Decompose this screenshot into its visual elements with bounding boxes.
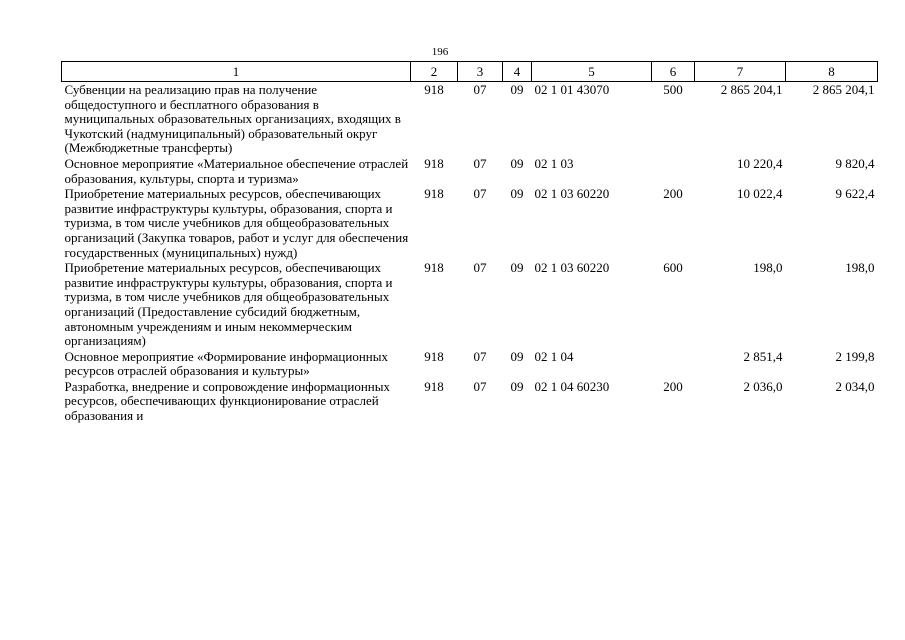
row-expense-type (652, 156, 695, 186)
row-name: Субвенции на реализацию прав на получение общедоступного и бесплатного образования в муниципальных образовательных организациях, входящих в Чукотский (надмуниципальный) образовательный округ (Межбюджетные трансферты) (64, 82, 401, 156)
header-cell: 3 (458, 62, 503, 82)
table-row (62, 379, 878, 424)
row-amount-1: 2 865 204,1 (720, 82, 783, 97)
row-amount-2: 9 622,4 (835, 186, 875, 202)
row-amount-2: 198,0 (845, 260, 875, 276)
row-amount-2: 2 034,0 (835, 378, 875, 394)
row-expense-type: 600 (663, 260, 683, 276)
row-ministry-code: 918 (424, 348, 444, 364)
row-subsection-code: 09 (510, 155, 524, 171)
row-ministry-code: 918 (424, 186, 444, 202)
table-row (62, 156, 878, 186)
row-name: Основное мероприятие «Формирование информационных ресурсов отраслей образования и культуры» (64, 348, 388, 379)
row-expense-type: 500 (663, 82, 683, 97)
header-row (62, 62, 878, 82)
row-target-article: 02 1 04 60230 (534, 378, 610, 394)
row-amount-1: 2 036,0 (743, 378, 783, 394)
row-amount-1: 10 220,4 (737, 155, 783, 171)
row-expense-type (652, 349, 695, 379)
row-target-article: 02 1 03 (534, 155, 574, 171)
header-cell: 6 (652, 62, 695, 82)
header-cell: 7 (695, 62, 786, 82)
table-row (62, 260, 878, 349)
row-subsection-code: 09 (510, 186, 524, 202)
row-subsection-code: 09 (510, 348, 524, 364)
row-section-code: 07 (473, 348, 487, 364)
table-row (62, 82, 878, 156)
row-expense-type: 200 (663, 378, 683, 394)
row-section-code: 07 (473, 186, 487, 202)
header-cell: 2 (411, 62, 458, 82)
table-row (62, 186, 878, 260)
row-amount-1: 2 851,4 (743, 348, 783, 364)
budget-table (61, 61, 878, 424)
row-name: Разработка, внедрение и сопровождение информационных ресурсов, обеспечивающих функционирование отраслей образования и (64, 378, 391, 424)
row-ministry-code: 918 (424, 378, 444, 394)
row-subsection-code: 09 (510, 260, 524, 276)
header-cell: 1 (62, 62, 411, 82)
row-ministry-code: 918 (424, 82, 444, 97)
row-name: Приобретение материальных ресурсов, обеспечивающих развитие инфраструктуры культуры, образования, спорта и туризма, в том числе учебников для общеобразовательных организаций (Закупка товаров, работ и услуг для обеспечения государственных (муниципальных) нужд) (64, 186, 409, 260)
row-target-article: 02 1 01 43070 (534, 82, 610, 97)
row-target-article: 02 1 03 60220 (534, 186, 610, 202)
row-target-article: 02 1 03 60220 (534, 260, 610, 276)
row-amount-2: 9 820,4 (835, 155, 875, 171)
header-cell: 8 (786, 62, 878, 82)
row-amount-1: 10 022,4 (737, 186, 783, 202)
row-section-code: 07 (473, 378, 487, 394)
header-cell: 4 (503, 62, 532, 82)
table-row (62, 349, 878, 379)
row-amount-2: 2 865 204,1 (812, 82, 875, 97)
row-section-code: 07 (473, 260, 487, 276)
page-number: 196 (431, 46, 449, 58)
header-cell: 5 (532, 62, 652, 82)
row-section-code: 07 (473, 155, 487, 171)
row-amount-2: 2 199,8 (835, 348, 875, 364)
row-amount-1: 198,0 (753, 260, 783, 276)
row-subsection-code: 09 (510, 82, 524, 97)
row-subsection-code: 09 (510, 378, 524, 394)
row-target-article: 02 1 04 (534, 348, 574, 364)
row-name: Основное мероприятие «Материальное обеспечение отраслей образования, культуры, спорта и туризма» (64, 155, 409, 186)
row-section-code: 07 (473, 82, 487, 97)
row-ministry-code: 918 (424, 155, 444, 171)
row-expense-type: 200 (663, 186, 683, 202)
row-ministry-code: 918 (424, 260, 444, 276)
row-name: Приобретение материальных ресурсов, обеспечивающих развитие инфраструктуры культуры, образования, спорта и туризма, в том числе учебников для общеобразовательных организаций (Предоставление субсидий бюджетным, автономным учреждениям и иным некоммерческим организациям) (64, 260, 393, 349)
